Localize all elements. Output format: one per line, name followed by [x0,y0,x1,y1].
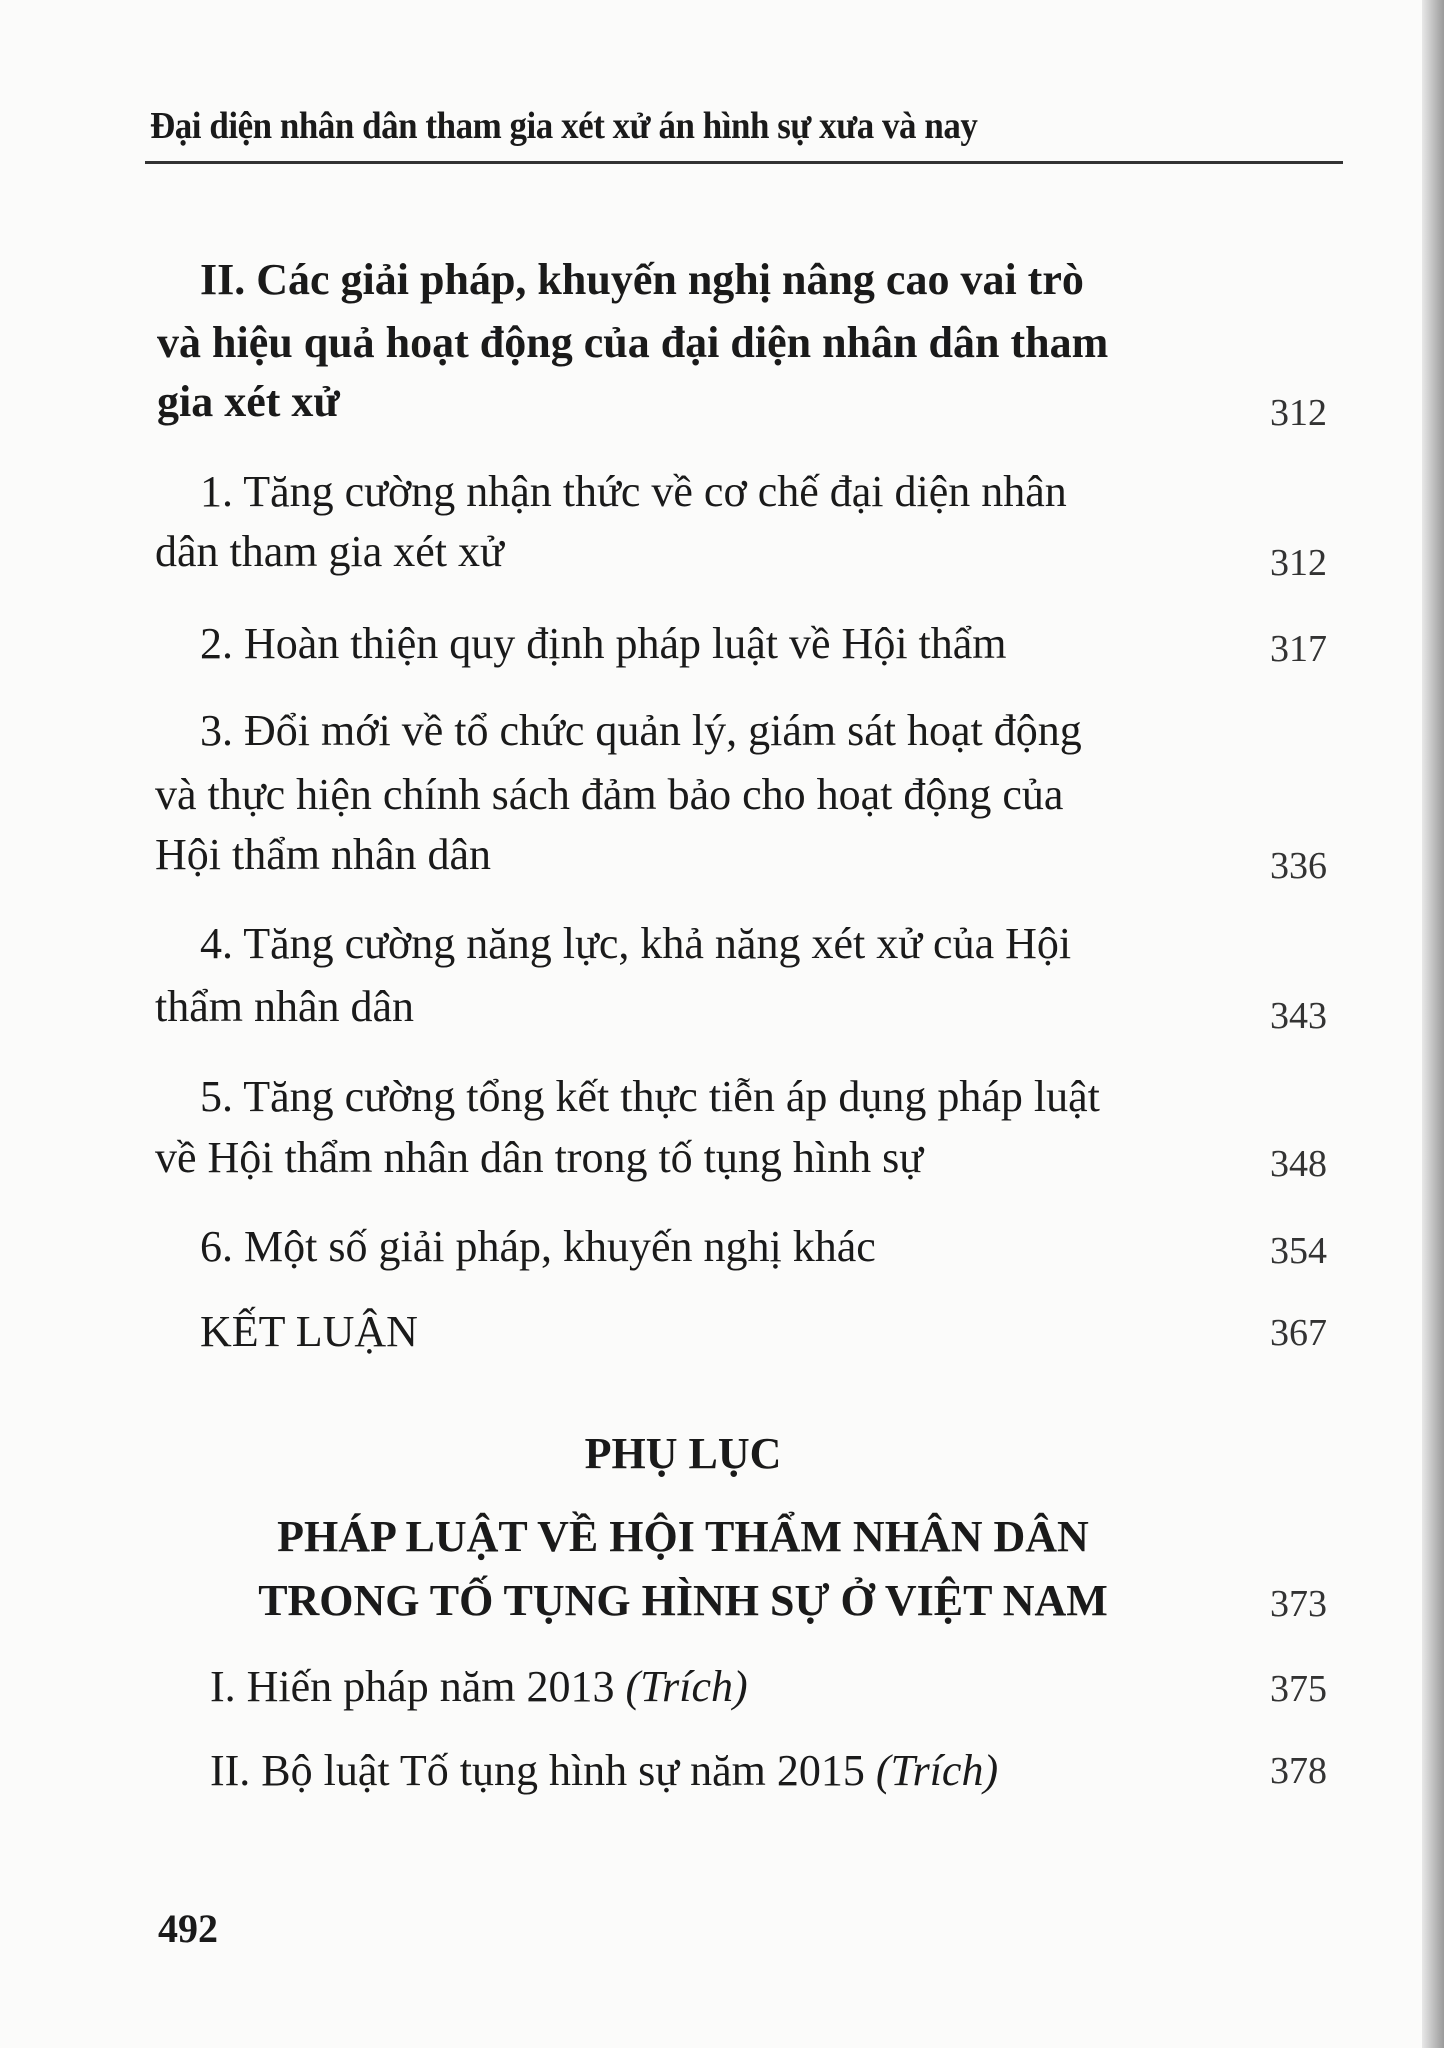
toc-page-number: 312 [1270,392,1327,434]
appendix-item-note: (Trích) [625,1662,748,1711]
appendix-title-line: TRONG TỐ TỤNG HÌNH SỰ Ở VIỆT NAM [258,1576,1108,1625]
appendix-item-text: I. Hiến pháp năm 2013 [210,1662,615,1711]
header-rule [145,161,1343,164]
toc-page-number: 375 [1270,1668,1327,1710]
appendix-item-text: II. Bộ luật Tố tụng hình sự năm 2015 [210,1746,865,1795]
appendix-item-note: (Trích) [875,1746,999,1795]
toc-entry-line: 4. Tăng cường năng lực, khả năng xét xử của Hội [200,919,1072,968]
appendix-heading: PHỤ LỤC [584,1429,782,1478]
toc-entry-line: 5. Tăng cường tổng kết thực tiễn áp dụng pháp luật [200,1072,1100,1121]
toc-entry-line: gia xét xử [157,377,340,426]
appendix-item [210,1662,748,1711]
toc-page-number: 378 [1270,1750,1327,1792]
toc-page-number: 336 [1270,845,1327,887]
toc-entry-line: và hiệu quả hoạt động của đại diện nhân dân tham [157,318,1109,367]
toc-entry-line: II. Các giải pháp, khuyến nghị nâng cao vai trò [200,255,1084,304]
toc-page-number: 317 [1270,628,1327,670]
toc-entry-line: thẩm nhân dân [155,982,415,1031]
toc-entry-line: và thực hiện chính sách đảm bảo cho hoạt động của [155,770,1064,819]
toc-entry-line: 3. Đổi mới về tổ chức quản lý, giám sát hoạt động [200,706,1082,755]
toc-entry-line: KẾT LUẬN [200,1307,418,1356]
page-number: 492 [158,1906,218,1951]
toc-entry-line: 2. Hoàn thiện quy định pháp luật về Hội thẩm [200,619,1007,668]
appendix-title-line: PHÁP LUẬT VỀ HỘI THẨM NHÂN DÂN [277,1512,1089,1561]
toc-page-number: 312 [1270,542,1327,584]
toc-entry-line: về Hội thẩm nhân dân trong tố tụng hình sự [155,1133,924,1182]
appendix-item [210,1746,999,1795]
toc-entry-line: 1. Tăng cường nhận thức về cơ chế đại diện nhân [200,467,1067,516]
toc-page-number: 354 [1270,1230,1327,1272]
toc-page-number: 343 [1270,995,1327,1037]
toc-entry-line: 6. Một số giải pháp, khuyến nghị khác [200,1222,876,1271]
page-edge-shadow [1422,0,1444,2048]
running-header: Đại diện nhân dân tham gia xét xử án hình sự xưa và nay [150,105,978,147]
toc-page-number: 348 [1270,1143,1327,1185]
toc-entry-line: dân tham gia xét xử [155,527,504,576]
toc-entry-line: Hội thẩm nhân dân [155,830,492,879]
toc-page-number: 373 [1270,1583,1327,1625]
toc-page-number: 367 [1270,1312,1327,1354]
